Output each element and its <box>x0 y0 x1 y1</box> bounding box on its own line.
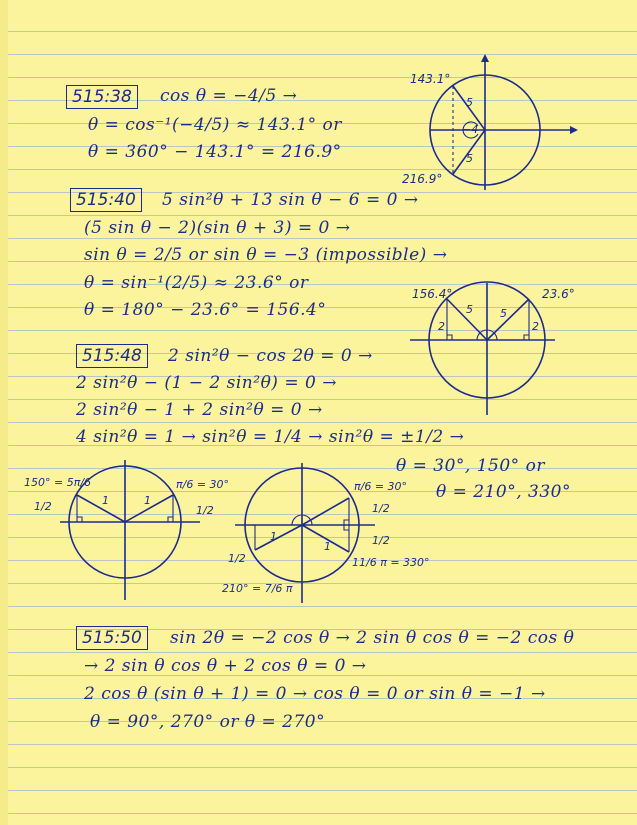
problem-40-line-5: θ = 180° − 23.6° = 156.4° <box>84 300 327 320</box>
problem-40-line-1: 5 sin²θ + 13 sin θ − 6 = 0 → <box>162 190 419 210</box>
side-label-left: 1/2 <box>228 552 246 565</box>
problem-50-label: 515:50 <box>76 626 148 650</box>
side-label-tr: 1/2 <box>372 502 390 515</box>
angle-label-bl: 210° = 7/6 π <box>222 582 293 595</box>
problem-40-line-3: sin θ = 2/5 or sin θ = −3 (impossible) → <box>84 245 448 265</box>
adj-label: −4 <box>462 123 479 136</box>
angle-label-bottom: 216.9° <box>402 172 443 186</box>
hyp-label-right: 1 <box>324 540 331 553</box>
problem-38-line-2: θ = cos⁻¹(−4/5) ≈ 143.1° or <box>88 115 342 135</box>
hyp-label-top: 5 <box>466 96 473 109</box>
side-label-br: 1/2 <box>372 534 390 547</box>
y-axis-arrow <box>481 54 489 62</box>
problem-38-label: 515:38 <box>66 85 138 109</box>
problem-40-line-4: θ = sin⁻¹(2/5) ≈ 23.6° or <box>84 273 309 293</box>
hyp-label-left: 1 <box>270 530 277 543</box>
problem-50-line-3: 2 cos θ (sin θ + 1) = 0 → cos θ = 0 or sin θ = −1 → <box>84 684 546 704</box>
hyp-label-right: 1 <box>144 494 151 507</box>
side-label-left: 1/2 <box>34 500 52 513</box>
page-edge <box>0 0 8 825</box>
problem-48-label: 515:48 <box>76 344 148 368</box>
hyp-label-left: 5 <box>466 303 473 316</box>
problem-48-line-5: θ = 30°, 150° or <box>396 456 545 476</box>
radius-tr <box>302 498 349 525</box>
angle-label-left: 156.4° <box>412 287 453 301</box>
problem-48-line-1: 2 sin²θ − cos 2θ = 0 → <box>168 346 373 366</box>
opp-label-left: 2 <box>438 320 445 333</box>
hyp-label-right: 5 <box>500 307 507 320</box>
side-label-right: 1/2 <box>196 504 214 517</box>
angle-label-30: π/6 = 30° <box>176 478 230 491</box>
angle-label-right: 23.6° <box>542 287 575 301</box>
radius-right <box>487 299 529 340</box>
opp-label-right: 2 <box>532 320 539 333</box>
angle-label-top: 143.1° <box>410 72 451 86</box>
problem-50-line-1: sin 2θ = −2 cos θ → 2 sin θ cos θ = −2 cos θ <box>170 628 575 648</box>
radius-bl <box>255 525 302 550</box>
angle-label-br: 11/6 π = 330° <box>352 556 430 569</box>
problem-48-line-3: 2 sin²θ − 1 + 2 sin²θ = 0 → <box>76 400 323 420</box>
problem-48-line-2: 2 sin²θ − (1 − 2 sin²θ) = 0 → <box>76 373 337 393</box>
x-axis-arrow <box>570 126 578 134</box>
angle-label-150: 150° = 5π/6 <box>24 476 92 489</box>
problem-48-line-6: θ = 210°, 330° <box>436 482 571 502</box>
problem-40-label: 515:40 <box>70 188 142 212</box>
hyp-label-bottom: 5 <box>466 152 473 165</box>
problem-38-line-1: cos θ = −4/5 → <box>160 86 298 106</box>
problem-38-line-3: θ = 360° − 143.1° = 216.9° <box>88 142 342 162</box>
radius-left <box>77 495 125 522</box>
problem-50-line-4: θ = 90°, 270° or θ = 270° <box>90 712 326 732</box>
problem-50-line-2: → 2 sin θ cos θ + 2 cos θ = 0 → <box>84 656 367 676</box>
hyp-label-left: 1 <box>102 494 109 507</box>
problem-40-line-2: (5 sin θ − 2)(sin θ + 3) = 0 → <box>84 218 351 238</box>
angle-label-tr: π/6 = 30° <box>354 480 408 493</box>
problem-48-line-4: 4 sin²θ = 1 → sin²θ = 1/4 → sin²θ = ±1/2 → <box>76 427 465 447</box>
